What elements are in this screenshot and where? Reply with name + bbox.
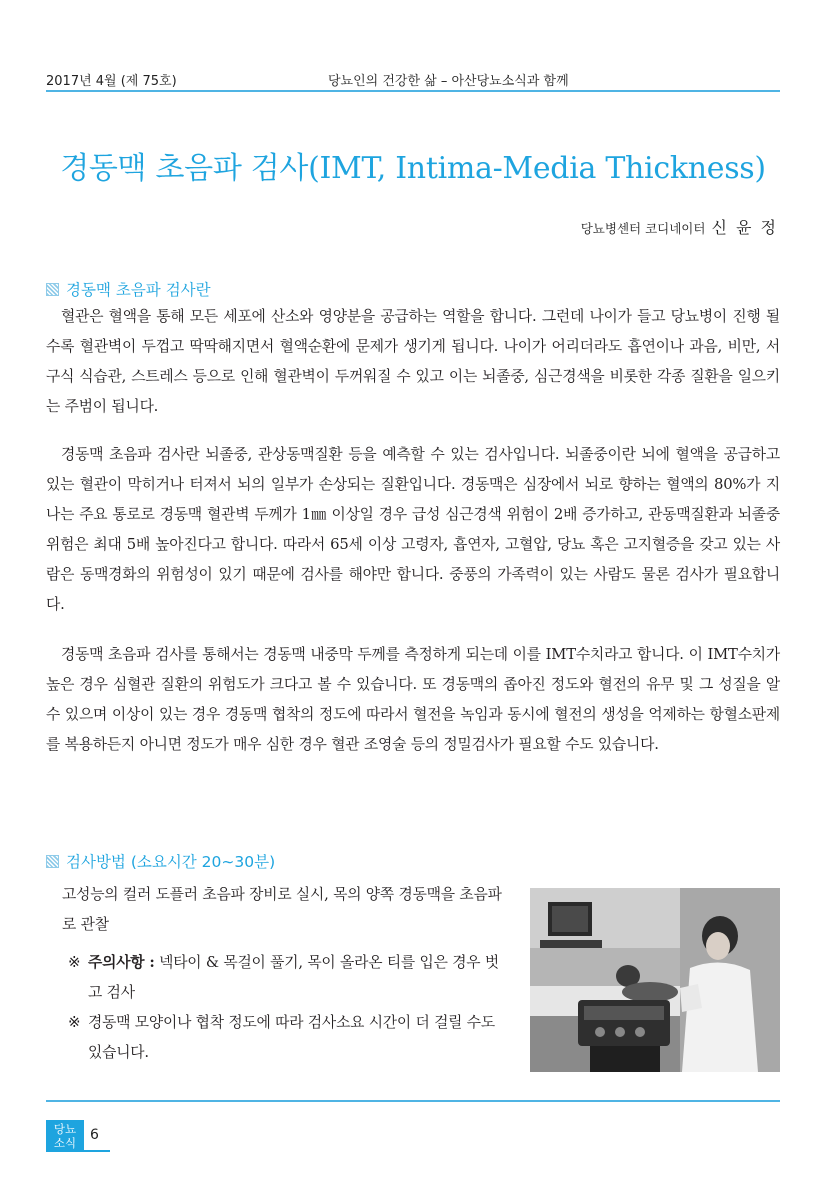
note-text: 경동맥 모양이나 협착 정도에 따라 검사소요 시간이 더 걸릴 수도 있습니다. (88, 1014, 495, 1061)
footer-divider (46, 1100, 780, 1102)
author-role: 당뇨병센터 코디네이터 (580, 221, 706, 236)
series-title: 당뇨인의 건강한 삶 – 아산당뇨소식과 함께 (328, 74, 569, 89)
section-heading-about (46, 278, 211, 300)
hatched-square-icon (46, 283, 59, 296)
method-intro: 고성능의 컬러 도플러 초음파 장비로 실시, 목의 양쪽 경동맥을 초음파로 관찰 (62, 886, 502, 933)
author-name: 신 윤 정 (711, 218, 778, 237)
note-key: 주의사항 : (88, 954, 155, 971)
paragraph: 혈관은 혈액을 통해 모든 세포에 산소와 영양분을 공급하는 역할을 합니다. 그런데 나이가 들고 당뇨병이 진행 될수록 혈관벽이 두껍고 딱딱해지면서 혈액순환에 문제가 생기게 됩니다. 나이가 어리더라도 흡연이나 과음, 비만, 서구식 식습관, 스트레스 등으로 인해 혈관벽이 두꺼워질 수 있고 이는 뇌졸중, 심근경색을 비롯한 각종 질환을 일으키는 주범이 됩니다. (46, 308, 780, 415)
ultrasound-exam-photo (530, 888, 780, 1072)
reference-mark-icon: ※ (68, 954, 81, 971)
section-heading-label: 경동맥 초음파 검사란 (66, 281, 211, 299)
note-item (62, 1008, 510, 1068)
issue-label: 2017년 4월 (제 75호) (46, 74, 177, 89)
note-text: 넥타이 & 목걸이 풀기, 목이 올라온 티를 입은 경우 벗고 검사 (88, 954, 499, 1001)
article-title: 경동맥 초음파 검사(IMT, Intima-Media Thickness) (60, 151, 766, 186)
paragraph: 경동맥 초음파 검사란 뇌졸중, 관상동맥질환 등을 예측할 수 있는 검사입니다. 뇌졸중이란 뇌에 혈액을 공급하고 있는 혈관이 막히거나 터져서 뇌의 일부가 손상되는 질환입니다. 경동맥은 심장에서 뇌로 향하는 혈액의 80%가 지나는 주요 통로로 경동맥 혈관벽 두께가 1㎜ 이상일 경우 급성 심근경색 위험이 2배 증가하고, 관동맥질환과 뇌졸중 위험은 최대 5배 높아진다고 합니다. 따라서 65세 이상 고령자, 흡연자, 고혈압, 당뇨 혹은 고지혈증을 갖고 있는 사람은 동맥경화의 위험성이 있기 때문에 검사를 해야만 합니다. 중풍의 가족력이 있는 사람도 물론 검사가 필요합니다. (46, 446, 780, 613)
badge-line: 소식 (53, 1136, 77, 1150)
header-divider (46, 90, 780, 92)
method-description (62, 880, 510, 1068)
page-header (46, 66, 780, 90)
reference-mark-icon: ※ (68, 1014, 81, 1031)
section-heading-label: 검사방법 (소요시간 20∼30분) (66, 853, 276, 871)
newsletter-badge (46, 1120, 84, 1152)
paragraph: 경동맥 초음파 검사를 통해서는 경동맥 내중막 두께를 측정하게 되는데 이를 IMT수치라고 합니다. 이 IMT수치가 높은 경우 심혈관 질환의 위험도가 크다고 볼 수 있습니다. 또 경동맥의 좁아진 정도와 혈전의 유무 및 그 성질을 알 수 있으며 이상이 있는 경우 경동맥 협착의 정도에 따라서 혈전을 녹임과 동시에 혈전의 생성을 억제하는 항혈소판제를 복용하든지 아니면 정도가 매우 심한 경우 혈관 조영술 등의 정밀검사가 필요할 수도 있습니다. (46, 646, 780, 753)
page-number: 6 (90, 1127, 99, 1143)
page-number-underline (84, 1150, 110, 1152)
hatched-square-icon (46, 855, 59, 868)
note-item (62, 948, 510, 1008)
byline (581, 215, 778, 238)
section-heading-method (46, 850, 275, 872)
badge-line: 당뇨 (53, 1122, 77, 1136)
